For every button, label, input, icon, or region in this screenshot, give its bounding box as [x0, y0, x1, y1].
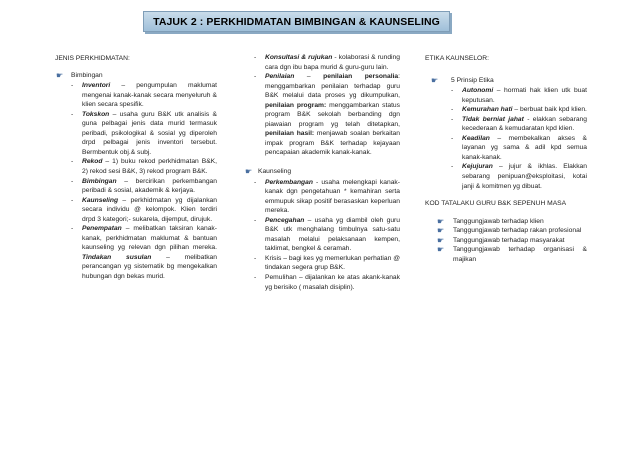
item-bold: penilaian program:	[265, 101, 327, 109]
item-term: Tindakan susulan	[82, 253, 152, 261]
item-text: – berbuat baik kpd klien.	[512, 106, 587, 114]
item-text: –	[294, 73, 324, 81]
item-term: Keadilan	[462, 134, 490, 142]
list-item: - Penilaian – penilaian personalia: menggambarkan penilaian terhadap guru B&K melalui data proses yg dikumpulkan, penilaian program: menggambarkan status program B&K sekolah berbanding dgn piawaian program yg telah ditetapkan, penilaian hasil: menjawab soalan berkaitan impak program B&K terhadap kejayaan pencapaian akademik kanak-kanak.	[254, 73, 401, 157]
item-term: Kaunseling	[82, 196, 119, 204]
list-item: - Kemurahan hati – berbuat baik kpd klien.	[451, 106, 587, 114]
page-title	[143, 11, 450, 32]
section-title: 5 Prinsip Etika	[451, 76, 494, 84]
list-item: - Autonomi – hormati hak klien utk buat keputusan.	[451, 87, 587, 104]
item-text: – pengumpulan maklumat mengenai kanak-kanak secara menyeluruh & klien secara spesifik.	[82, 82, 217, 109]
pointing-hand-icon: ☛	[245, 167, 253, 177]
item-text: – jujur & ikhlas. Elakkan sebarang penipuan@eksploitasi, kotai janji & komitmen yg dibuat.	[462, 163, 587, 190]
item-term: Tidak berniat jahat	[462, 115, 524, 123]
list-item: - Tokskon – usaha guru B&K utk analisis & guna pelbagai jenis data murid termasuk peribadi, psikologikal & sosial yg diperoleh drpd pelbagai jenis inventori tersebut. Bermbentuk obj.& subj.	[71, 110, 217, 156]
item-term: Pencegahan	[265, 216, 305, 224]
list-item: - Pencegahan – usaha yg diambil oleh guru B&K utk menghalang timbulnya satu-satu masalah melalui pelaksanaan kempen, taklimat, bengkel & ceramah.	[254, 216, 400, 253]
item-text: – hormati hak klien utk buat keputusan.	[462, 87, 587, 104]
item-term: Kemurahan hati	[462, 106, 513, 114]
pointing-hand-icon: ☛	[56, 70, 64, 80]
item-term: Bimbingan	[82, 177, 117, 185]
item-term: Kejujuran	[462, 163, 493, 171]
item-text: Krisis – bagi kes yg memerlukan perhatian @ tindakan segera grup B&K.	[265, 254, 400, 272]
list-item: - Keadilan – membekalkan akses & layanan yg sama & adil kpd semua kanak-kanak.	[451, 134, 587, 161]
pointing-hand-icon: ☛	[437, 235, 445, 245]
list-item: - Kejujuran – jujur & ikhlas. Elakkan sebarang penipuan@eksploitasi, kotai janji & komitmen yg dibuat.	[451, 163, 587, 190]
list-item: - Krisis – bagi kes yg memerlukan perhatian @ tindakan segera grup B&K.	[254, 254, 400, 272]
item-text: Tanggungjawab terhadap organisasi & majikan	[453, 246, 587, 263]
item-text: - usaha melengkapi kanak-kanak dgn pengetahuan * kemahiran serta emmupuk sikap positif berasaskan keperluan mereka.	[265, 178, 400, 215]
item-text: – usaha guru B&K utk analisis & guna pelbagai jenis data murid termasuk peribadi, psikologikal & sosial yg diperoleh drpd pelbagai jenis inventori tersebut. Bermbentuk obj.& subj.	[82, 110, 217, 156]
item-term: Tokskon	[82, 110, 110, 118]
item-text: - elakkan sebarang kecederaan & kemudaratan kpd klien.	[462, 115, 587, 133]
item-bold: penilaian hasil:	[265, 130, 315, 138]
right-heading: ETIKA KAUNSELOR:	[425, 55, 489, 62]
pointing-hand-icon: ☛	[431, 75, 439, 85]
list-item: - Inventori – pengumpulan maklumat mengenai kanak-kanak secara menyeluruh & klien secara spesifik.	[71, 82, 217, 109]
list-item: - Kaunseling – perkhidmatan yg dijalankan secara individu @ kelompok. Klien terdiri drpd 3 kategori;- sukarela, dijemput, dirujuk.	[71, 196, 217, 223]
column-right	[425, 54, 587, 264]
list-item: - Konsultasi & rujukan - kolaborasi & runding cara dgn ibu bapa murid & guru-guru lain.	[254, 54, 400, 71]
item-term: Rekod	[82, 158, 103, 166]
list-item: - Penempatan – melibatkan taksiran kanak-kanak, perkhidmatan maklumat & bantuan kaunseling yg relevan dgn pilihan mereka. Tindakan susulan – melibatkan perancangan yg sistematik bg mengekalkan hubungan dgn bekas murid.	[71, 225, 217, 281]
item-text: menggambarkan status program B&K sekolah berbanding dgn piawaian program yg telah ditetapkan,	[265, 101, 400, 128]
list-item: - Bimbingan – bercirikan perkembangan peribadi & sosial, akademik & kerjaya.	[71, 177, 217, 195]
item-text: – usaha yg diambil oleh guru B&K utk menghalang timbulnya satu-satu masalah melalui pelaksanaan kempen, taklimat, bengkel & ceramah.	[265, 216, 400, 253]
item-text: – melibatkan taksiran kanak-kanak, perkhidmatan maklumat & bantuan kaunseling yg relevan dgn pilihan mereka.	[82, 225, 217, 252]
item-term: Perkembangan	[265, 178, 313, 186]
section-title: Kaunseling	[258, 168, 292, 176]
code-heading: KOD TATALAKU GURU B&K SEPENUH MASA	[425, 200, 567, 208]
item-bold: penilaian personalia	[323, 73, 399, 81]
item-term: Autonomi	[462, 87, 494, 95]
item-text: – melibatkan perancangan yg sistematik bg mengekalkan hubungan dgn bekas murid.	[82, 253, 217, 281]
list-kod-tatalaku	[425, 217, 587, 265]
item-text: Tanggungjawab terhadap klien	[453, 217, 544, 225]
section-prinsip-etika	[427, 76, 587, 192]
pointing-hand-icon: ☛	[437, 216, 445, 226]
pointing-hand-icon: ☛	[437, 226, 445, 236]
item-term: Inventori	[82, 82, 111, 90]
item-text: : menggambarkan penilaian terhadap guru B&K melalui data proses yg dikumpulkan,	[265, 73, 401, 100]
column-middle	[245, 53, 401, 292]
list-item	[437, 245, 587, 264]
item-text: menjawab soalan berkaitan impak program B&K terhadap kejayaan pencapaian akademik kanak-kanak.	[265, 130, 401, 157]
pointing-hand-icon: ☛	[437, 245, 445, 255]
section-kaunseling	[246, 167, 400, 292]
page-title-text: TAJUK 2 : PERKHIDMATAN BIMBINGAN & KAUNSELING	[153, 15, 440, 28]
item-text: – 1) buku rekod perkhidmatan B&K, 2) rekod sesi B&K, 3) rekod program B&K.	[82, 158, 217, 176]
list-item: - Perkembangan - usaha melengkapi kanak-kanak dgn pengetahuan * kemahiran serta emmupuk sikap positif berasaskan keperluan mereka.	[254, 178, 400, 215]
item-text: Pemulihan – dijalankan ke atas akank-kanak yg berisiko ( masalah disiplin).	[265, 274, 400, 291]
list-item: - Rekod – 1) buku rekod perkhidmatan B&K, 2) rekod sesi B&K, 3) rekod program B&K.	[71, 158, 217, 176]
section-bimbingan	[57, 71, 217, 282]
item-term: Konsultasi & rujukan	[265, 54, 333, 61]
list-item: - Tidak berniat jahat - elakkan sebarang kecederaan & kemudaratan kpd klien.	[451, 115, 587, 133]
item-text: – bercirikan perkembangan peribadi & sosial, akademik & kerjaya.	[82, 177, 217, 195]
list-item: - Pemulihan – dijalankan ke atas akank-kanak yg berisiko ( masalah disiplin).	[254, 274, 400, 291]
item-term: Penilaian	[265, 73, 295, 81]
left-heading: JENIS PERKHIDMATAN:	[55, 55, 130, 62]
section-title: Bimbingan	[71, 71, 103, 79]
list-item	[437, 235, 587, 246]
item-text: – membekalkan akses & layanan yg sama & adil kpd semua kanak-kanak.	[462, 134, 587, 161]
item-text: Tanggungjawab terhadap masyarakat	[453, 236, 565, 244]
column-left	[55, 54, 217, 282]
item-text: Tanggungjawab terhadap rakan profesional	[453, 227, 582, 235]
item-text: - kolaborasi & runding cara dgn ibu bapa murid & guru-guru lain.	[265, 54, 400, 71]
item-text: – perkhidmatan yg dijalankan secara individu @ kelompok. Klien terdiri drpd 3 kategori;- sukarela, dijemput, dirujuk.	[82, 196, 217, 223]
list-item	[437, 226, 587, 236]
item-term: Penempatan	[82, 225, 122, 233]
list-item	[437, 216, 587, 227]
